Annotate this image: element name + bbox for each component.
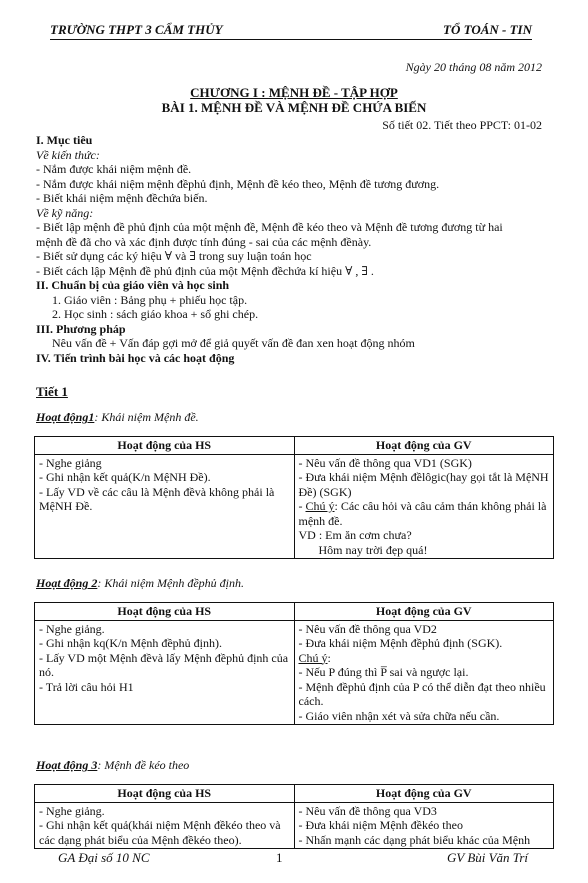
activity-line	[299, 680, 550, 709]
period-info: Số tiết 02. Tiết theo PPCT: 01-02	[382, 118, 542, 132]
teacher-column-header: Hoạt động của GV	[294, 785, 554, 803]
activity-line	[39, 804, 290, 819]
line-text: - Đưa khái niệm Mệnh đềlôgic(hay gọi tắt là MệNH Đề) (SGK)	[298, 470, 549, 499]
activity-line	[39, 456, 290, 471]
teacher-activity-cell	[294, 454, 554, 559]
line-text: : Các câu hỏi và câu cảm thán không phải là mệnh đề.	[298, 499, 547, 528]
section-line: Nêu vấn đề + Vấn đáp gợi mở để giả quyết vấn đề đan xen hoạt động nhóm	[52, 336, 415, 350]
page-number: 1	[276, 850, 283, 865]
line-text: - Nghe giảng.	[39, 803, 105, 818]
activity-line	[299, 665, 550, 680]
line-text: - Ghi nhận kết quả(K/n MệNH Đề).	[39, 470, 211, 484]
line-text: - Nêu vấn đề thông qua VD3	[298, 803, 437, 818]
note-label: Chú ý	[305, 499, 335, 513]
activity-line	[299, 636, 550, 651]
teacher-column-header: Hoạt động của GV	[294, 437, 554, 455]
line-text: - Nêu vấn đề thông qua VD2	[298, 621, 437, 636]
section-line: - Biết cách lập Mệnh đề phủ định của một Mệnh đềchứa kí hiệu ∀ , ∃ .	[36, 263, 374, 278]
line-text: - Nếu P đúng thì P̅ sai và ngược lại.	[298, 665, 469, 679]
page-footer	[58, 850, 528, 868]
footer-teacher: GV Bùi Văn Trí	[446, 850, 528, 865]
page-header	[50, 22, 532, 40]
section-line: - Nắm được khái niệm mệnh đềphủ định, Mệnh đề kéo theo, Mệnh đề tương đương.	[36, 176, 440, 191]
activity-line	[299, 651, 550, 666]
student-column-header: Hoạt động của HS	[35, 603, 295, 621]
line-text: - Nhấn mạnh các dạng phát biểu khác của Mệnh	[298, 832, 531, 847]
activity-line	[299, 528, 550, 543]
activity-label: Hoạt động 3	[36, 758, 98, 772]
activity-title: : Khái niệm Mệnh đềphủ định.	[97, 576, 244, 590]
section-line: Về kiến thức:	[36, 147, 100, 162]
line-text: :	[327, 650, 331, 665]
section-line: - Biết khái niệm mệnh đềchứa biến.	[36, 191, 208, 205]
activity-table	[34, 602, 554, 725]
line-text: - Trả lời câu hỏi H1	[39, 679, 134, 694]
line-text: - Nghe giảng.	[39, 621, 105, 636]
activity-table	[34, 436, 554, 559]
line-text: - Lấy VD một Mệnh đềvà lấy Mệnh đềphủ định của nó.	[39, 650, 289, 679]
activity-line	[299, 470, 550, 499]
activity-line	[39, 651, 290, 680]
objectives-section	[36, 133, 556, 365]
student-column-header: Hoạt động của HS	[35, 437, 295, 455]
student-activity-cell	[35, 620, 295, 725]
line-text: - Ghi nhận kq(K/n Mệnh đềphủ định).	[39, 636, 222, 650]
lesson-date: Ngày 20 tháng 08 năm 2012	[405, 60, 542, 74]
teacher-column-header: Hoạt động của GV	[294, 603, 554, 621]
activity-heading	[36, 410, 199, 425]
teacher-activity-cell	[294, 620, 554, 725]
activity-line	[299, 543, 550, 558]
section-heading: I. Mục tiêu	[36, 133, 93, 147]
activity-heading	[36, 576, 244, 591]
activity-line	[39, 818, 290, 847]
activity-table	[34, 784, 554, 849]
line-text: - Giáo viên nhận xét và sửa chữa nếu cần.	[298, 708, 500, 723]
section-line: 1. Giáo viên : Bảng phụ + phiếu học tập.	[52, 292, 248, 307]
line-text: - Nêu vấn đề thông qua VD1 (SGK)	[298, 455, 472, 470]
activity-label: Hoạt động1	[36, 410, 95, 424]
school-name: TRƯỜNG THPT 3 CẨM THỦY	[50, 22, 223, 37]
activity-title: : Mệnh đề kéo theo	[97, 758, 190, 772]
activity-line	[299, 499, 550, 528]
section-heading: III. Phương pháp	[36, 321, 126, 336]
activity-line	[39, 622, 290, 637]
lesson-title: BÀI 1. MỆNH ĐỀ VÀ MỆNH ĐỀ CHỨA BIẾN	[161, 100, 427, 115]
section-line: - Biết sử dụng các ký hiệu ∀ và ∃ trong suy luận toán học	[36, 249, 312, 263]
footer-book: GA Đại số 10 NC	[58, 850, 150, 865]
section-line: Về kỹ năng:	[36, 205, 94, 220]
section-line: mệnh đề đã cho và xác định được tính đúng - sai của các mệnh đềnày.	[36, 234, 372, 249]
activity-line	[39, 485, 290, 514]
student-activity-cell	[35, 454, 295, 559]
line-text: -	[298, 499, 306, 513]
activity-label: Hoạt động 2	[36, 576, 98, 590]
activity-heading	[36, 758, 189, 773]
section-line: - Nắm được khái niệm mệnh đề.	[36, 162, 192, 176]
note-label: Chú ý	[298, 650, 328, 665]
line-text: VD : Em ăn cơm chưa?	[298, 528, 412, 542]
activity-line	[39, 636, 290, 651]
section-heading: IV. Tiến trình bài học và các hoạt động	[36, 350, 235, 365]
chapter-title: CHƯƠNG I : MỆNH ĐỀ - TẬP HỢP	[190, 85, 398, 100]
line-text: Hôm nay trời đẹp quá!	[318, 542, 428, 557]
activity-line	[299, 818, 550, 833]
section-heading: II. Chuẩn bị của giáo viên và học sinh	[36, 278, 230, 292]
department-name: TỔ TOÁN - TIN	[443, 22, 532, 37]
activity-title: : Khái niệm Mệnh đề.	[94, 410, 199, 424]
section-line: 2. Học sinh : sách giáo khoa + sổ ghi chép.	[52, 307, 259, 321]
line-text: - Nghe giảng	[39, 455, 102, 470]
period-heading: Tiết 1	[36, 384, 68, 399]
activity-line	[299, 833, 550, 848]
student-activity-cell	[35, 802, 295, 849]
activity-line	[299, 456, 550, 471]
activity-line	[299, 804, 550, 819]
line-text: - Đưa khái niệm Mệnh đềphủ định (SGK).	[298, 636, 503, 650]
line-text: - Lấy VD về các câu là Mệnh đềvà không phải là MệNH Đề.	[39, 484, 275, 513]
activity-line	[39, 680, 290, 695]
activity-line	[299, 622, 550, 637]
line-text: - Mệnh đềphủ định của P có thể diễn đạt theo nhiều cách.	[298, 679, 546, 708]
teacher-activity-cell	[294, 802, 554, 849]
line-text: - Đưa khái niệm Mệnh đềkéo theo	[298, 818, 463, 832]
activity-line	[299, 709, 550, 724]
line-text: - Ghi nhận kết quả(khái niệm Mệnh đềkéo theo và các dạng phát biểu của Mệnh đềkéo theo).	[39, 818, 281, 847]
student-column-header: Hoạt động của HS	[35, 785, 295, 803]
activity-line	[39, 470, 290, 485]
section-line: - Biết lập mệnh đề phủ định của một mệnh đề, Mệnh đề kéo theo và Mệnh đề tương đương từ hai	[36, 220, 503, 234]
